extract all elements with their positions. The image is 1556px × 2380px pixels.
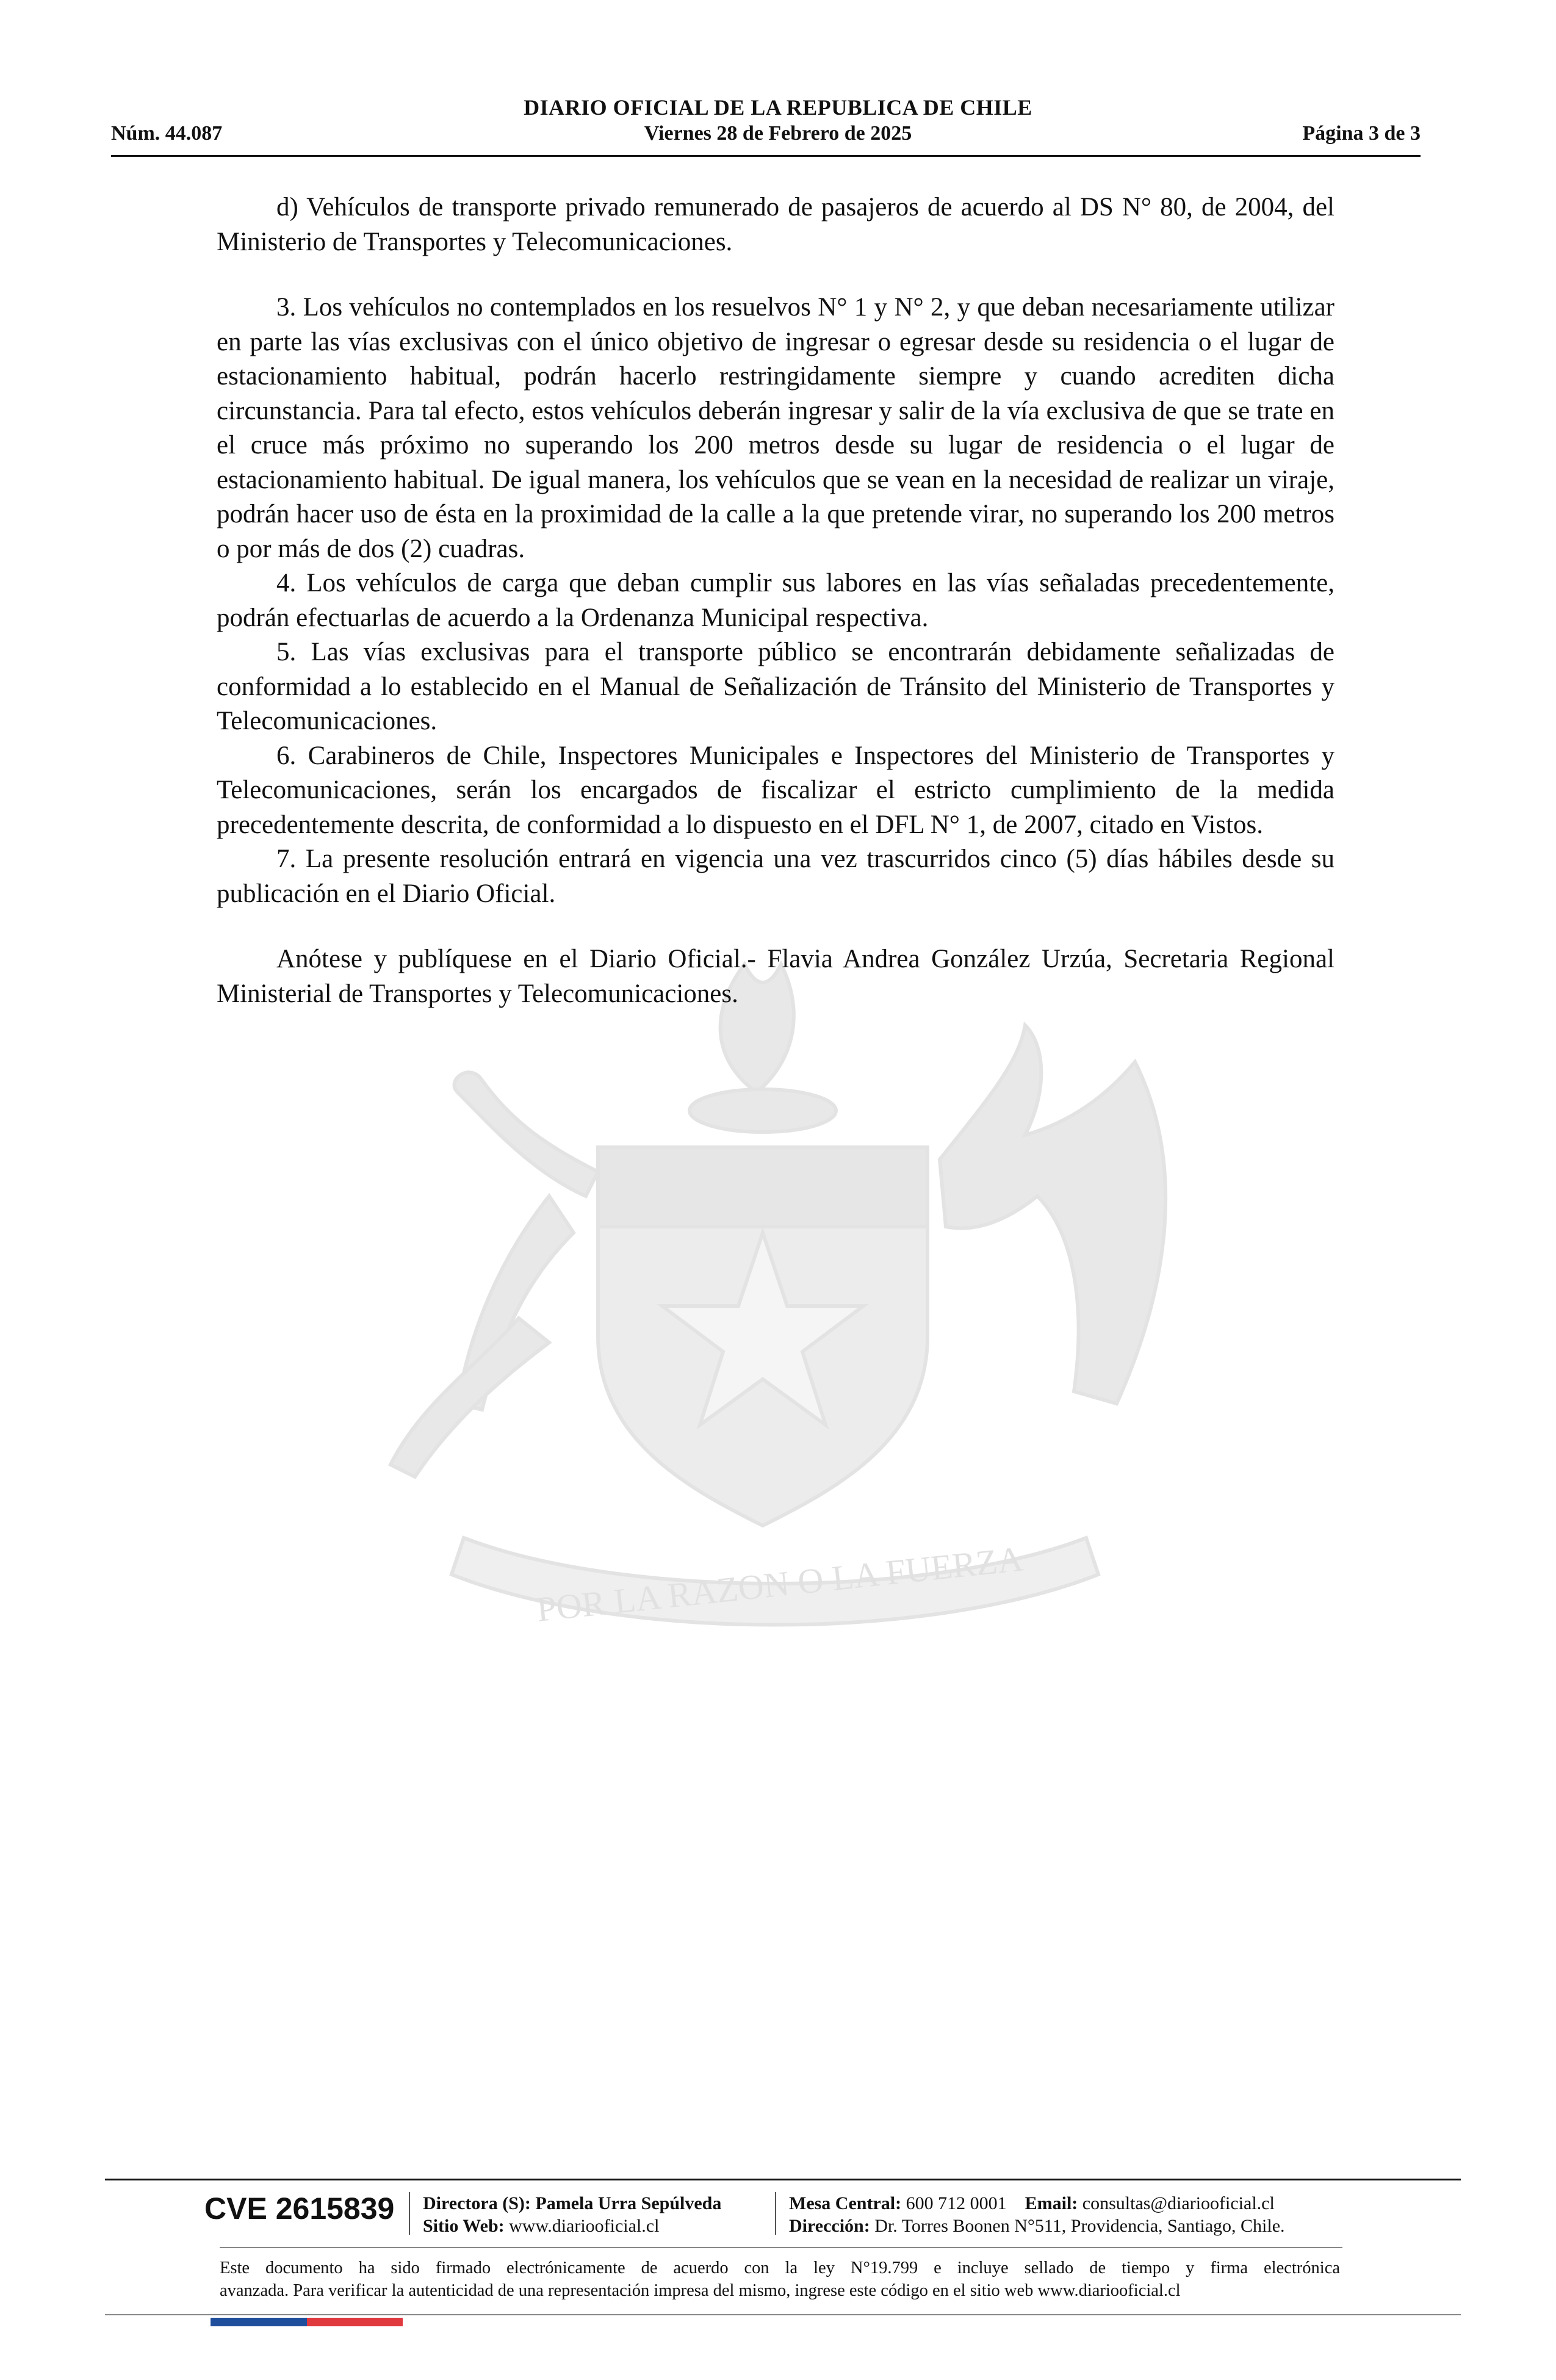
footer-separator	[775, 2192, 776, 2235]
footer-director-block	[423, 2192, 721, 2237]
flag-bar-red	[307, 2318, 403, 2326]
paragraph-6: 6. Carabineros de Chile, Inspectores Municipales e Inspectores del Ministerio de Transportes y Telecomunicaciones, serán los encargados de fiscalizar el estricto cumplimiento de la medida precedentemente descrita, de conformidad a lo dispuesto en el DFL N° 1, de 2007, citado en Vistos.	[217, 741, 1334, 839]
issue-date: Viernes 28 de Febrero de 2025	[644, 122, 912, 145]
website-link[interactable]: www.diariooficial.cl	[509, 2216, 660, 2236]
header-divider	[111, 155, 1421, 157]
phone-number: 600 712 0001	[906, 2193, 1007, 2213]
cve-code: CVE 2615839	[204, 2191, 395, 2226]
director-name: Pamela Urra Sepúlveda	[535, 2193, 722, 2213]
address-label: Dirección:	[789, 2216, 870, 2236]
paragraph-3: 3. Los vehículos no contemplados en los resuelvos N° 1 y N° 2, y que deban necesariamente utilizar en parte las vías exclusivas con el único objetivo de ingresar o egresar desde su residencia o el lugar de estacionamiento habitual, podrán hacerlo restringidamente siempre y cuando acrediten dicha circunstancia. Para tal efecto, estos vehículos deberán ingresar y salir de la vía exclusiva de que se trate en el cruce más próximo no superando los 200 metros desde su lugar de residencia o el lugar de estacionamiento habitual. De igual manera, los vehículos que se vean en la necesidad de realizar un viraje, podrán hacer uso de ésta en la proximidad de la calle a la que pretende virar, no superando los 200 metros o por más de dos (2) cuadras.	[217, 293, 1334, 563]
newspaper-title: DIARIO OFICIAL DE LA REPUBLICA DE CHILE	[524, 95, 1032, 120]
footer-divider-mid	[220, 2247, 1342, 2248]
document-body	[217, 190, 1334, 1011]
page-indicator: Página 3 de 3	[1302, 122, 1421, 145]
email-label: Email:	[1025, 2193, 1078, 2213]
closing-paragraph: Anótese y publíquese en el Diario Oficial.- Flavia Andrea González Urzúa, Secretaria Regional Ministerial de Transportes y Telecomunicaciones.	[217, 945, 1334, 1008]
paragraph-7: 7. La presente resolución entrará en vigencia una vez trascurridos cinco (5) días hábiles desde su publicación en el Diario Oficial.	[217, 845, 1334, 908]
paragraph-d: d) Vehículos de transporte privado remunerado de pasajeros de acuerdo al DS N° 80, de 2004, del Ministerio de Transportes y Telecomunicaciones.	[217, 193, 1334, 256]
watermark-motto: POR LA RAZON O LA FUERZA	[535, 1538, 1025, 1629]
paragraph-4: 4. Los vehículos de carga que deban cumplir sus labores en las vías señaladas precedentemente, podrán efectuarlas de acuerdo a la Ordenanza Municipal respectiva.	[217, 569, 1334, 632]
chile-coat-of-arms-icon	[317, 940, 1269, 1733]
legal-notice-line-1: Este documento ha sido firmado electrónicamente de acuerdo con la ley N°19.799 e incluye sellado de tiempo y firma electrónica	[220, 2259, 1340, 2277]
flag-bar-blue	[211, 2318, 307, 2326]
phone-label: Mesa Central:	[789, 2193, 902, 2213]
email-link[interactable]: consultas@diariooficial.cl	[1082, 2193, 1275, 2213]
director-label: Directora (S):	[423, 2193, 531, 2213]
issue-number: Núm. 44.087	[111, 122, 223, 145]
footer-divider-top	[105, 2179, 1461, 2180]
website-label: Sitio Web:	[423, 2216, 505, 2236]
footer-separator	[409, 2192, 410, 2235]
address-text: Dr. Torres Boonen N°511, Providencia, Santiago, Chile.	[874, 2216, 1285, 2236]
paragraph-5: 5. Las vías exclusivas para el transporte público se encontrarán debidamente señalizadas de conformidad a lo establecido en el Manual de Señalización de Tránsito del Ministerio de Transportes y Telecomunicaciones.	[217, 638, 1334, 735]
footer-contact-block	[789, 2192, 1285, 2237]
footer-divider-bottom	[105, 2314, 1461, 2315]
legal-notice-line-2: avanzada. Para verificar la autenticidad de una representación impresa del mismo, ingrese este código en el sitio web www.diariooficial.cl	[220, 2281, 1181, 2300]
